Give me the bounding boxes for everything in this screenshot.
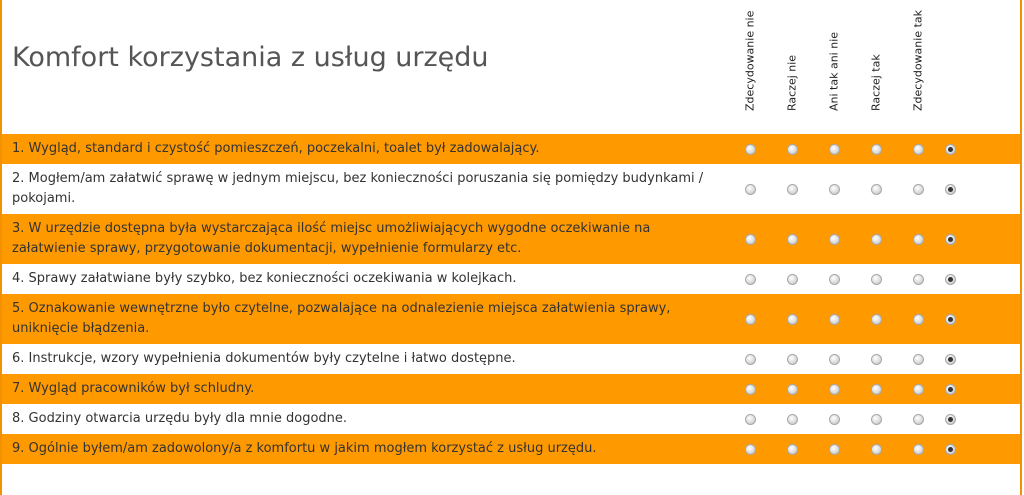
column-header-label: Raczej tak [869, 54, 883, 111]
radio-option[interactable] [787, 274, 798, 285]
radio-option[interactable] [787, 184, 798, 195]
radio-option[interactable] [787, 354, 798, 365]
radio-no-answer[interactable] [945, 354, 956, 365]
question-row [2, 374, 1020, 404]
question-row [2, 434, 1020, 464]
column-header [772, 0, 812, 128]
radio-no-answer[interactable] [945, 314, 956, 325]
radio-no-answer[interactable] [945, 234, 956, 245]
radio-no-answer[interactable] [945, 144, 956, 155]
radio-no-answer[interactable] [945, 384, 956, 395]
question-label: 6. Instrukcje, wzory wypełnienia dokumentów były czytelne i łatwo dostępne. [12, 351, 516, 366]
question-label: 4. Sprawy załatwiane były szybko, bez konieczności oczekiwania w kolejkach. [12, 271, 517, 286]
radio-option[interactable] [829, 144, 840, 155]
radio-option[interactable] [913, 184, 924, 195]
question-row [2, 294, 1020, 344]
radio-option[interactable] [829, 234, 840, 245]
radio-option[interactable] [913, 234, 924, 245]
radio-option[interactable] [745, 144, 756, 155]
radio-option[interactable] [871, 234, 882, 245]
column-header-label: Ani tak ani nie [827, 31, 841, 111]
question-label: 2. Mogłem/am załatwić sprawę w jednym miejscu, bez konieczności poruszania się pomiędzy budynkami / pokojami. [12, 171, 704, 206]
column-header [898, 0, 938, 128]
radio-option[interactable] [745, 274, 756, 285]
radio-no-answer[interactable] [945, 274, 956, 285]
radio-option[interactable] [829, 314, 840, 325]
column-header [856, 0, 896, 128]
question-row [2, 264, 1020, 294]
radio-option[interactable] [787, 144, 798, 155]
radio-option[interactable] [787, 414, 798, 425]
question-label: 9. Ogólnie byłem/am zadowolony/a z komfortu w jakim mogłem korzystać z usług urzędu. [12, 441, 597, 456]
radio-option[interactable] [745, 444, 756, 455]
radio-option[interactable] [871, 414, 882, 425]
page-title: Komfort korzystania z usług urzędu [12, 42, 489, 73]
radio-option[interactable] [829, 444, 840, 455]
question-label: 8. Godziny otwarcia urzędu były dla mnie dogodne. [12, 411, 348, 426]
radio-option[interactable] [913, 384, 924, 395]
radio-no-answer[interactable] [945, 414, 956, 425]
question-row [2, 344, 1020, 374]
question-row [2, 404, 1020, 434]
column-header-label: Raczej nie [785, 54, 799, 111]
radio-option[interactable] [913, 144, 924, 155]
radio-option[interactable] [787, 314, 798, 325]
radio-option[interactable] [787, 234, 798, 245]
radio-option[interactable] [745, 384, 756, 395]
radio-option[interactable] [787, 384, 798, 395]
question-label: 3. W urzędzie dostępna była wystarczająca ilość miejsc umożliwiających wygodne oczekiwanie na załatwienie sprawy, przygotowanie dokumentacji, wypełnienie formularzy etc. [12, 221, 651, 256]
radio-option[interactable] [787, 444, 798, 455]
column-header-label: Zdecydowanie nie [743, 10, 757, 111]
radio-option[interactable] [871, 144, 882, 155]
radio-no-answer[interactable] [945, 184, 956, 195]
radio-option[interactable] [913, 414, 924, 425]
radio-option[interactable] [745, 234, 756, 245]
column-header-label: Zdecydowanie tak [911, 9, 925, 111]
radio-option[interactable] [913, 444, 924, 455]
radio-option[interactable] [829, 414, 840, 425]
question-table [2, 134, 1020, 464]
radio-option[interactable] [745, 184, 756, 195]
radio-option[interactable] [871, 274, 882, 285]
question-label: 5. Oznakowanie wewnętrzne było czytelne, pozwalające na odnalezienie miejsca załatwienia sprawy, uniknięcie błądzenia. [12, 301, 671, 336]
radio-no-answer[interactable] [945, 444, 956, 455]
radio-option[interactable] [871, 444, 882, 455]
radio-option[interactable] [871, 314, 882, 325]
radio-option[interactable] [745, 414, 756, 425]
radio-option[interactable] [871, 184, 882, 195]
radio-option[interactable] [829, 274, 840, 285]
column-header [814, 0, 854, 128]
radio-option[interactable] [745, 354, 756, 365]
question-row [2, 214, 1020, 264]
radio-option[interactable] [913, 274, 924, 285]
question-row [2, 134, 1020, 164]
radio-option[interactable] [913, 314, 924, 325]
radio-option[interactable] [829, 384, 840, 395]
radio-option[interactable] [871, 354, 882, 365]
radio-option[interactable] [913, 354, 924, 365]
radio-option[interactable] [745, 314, 756, 325]
question-label: 1. Wygląd, standard i czystość pomieszczeń, poczekalni, toalet był zadowalający. [12, 141, 540, 156]
radio-option[interactable] [871, 384, 882, 395]
radio-option[interactable] [829, 184, 840, 195]
question-label: 7. Wygląd pracowników był schludny. [12, 381, 255, 396]
question-row [2, 164, 1020, 214]
radio-option[interactable] [829, 354, 840, 365]
column-header [730, 0, 770, 128]
